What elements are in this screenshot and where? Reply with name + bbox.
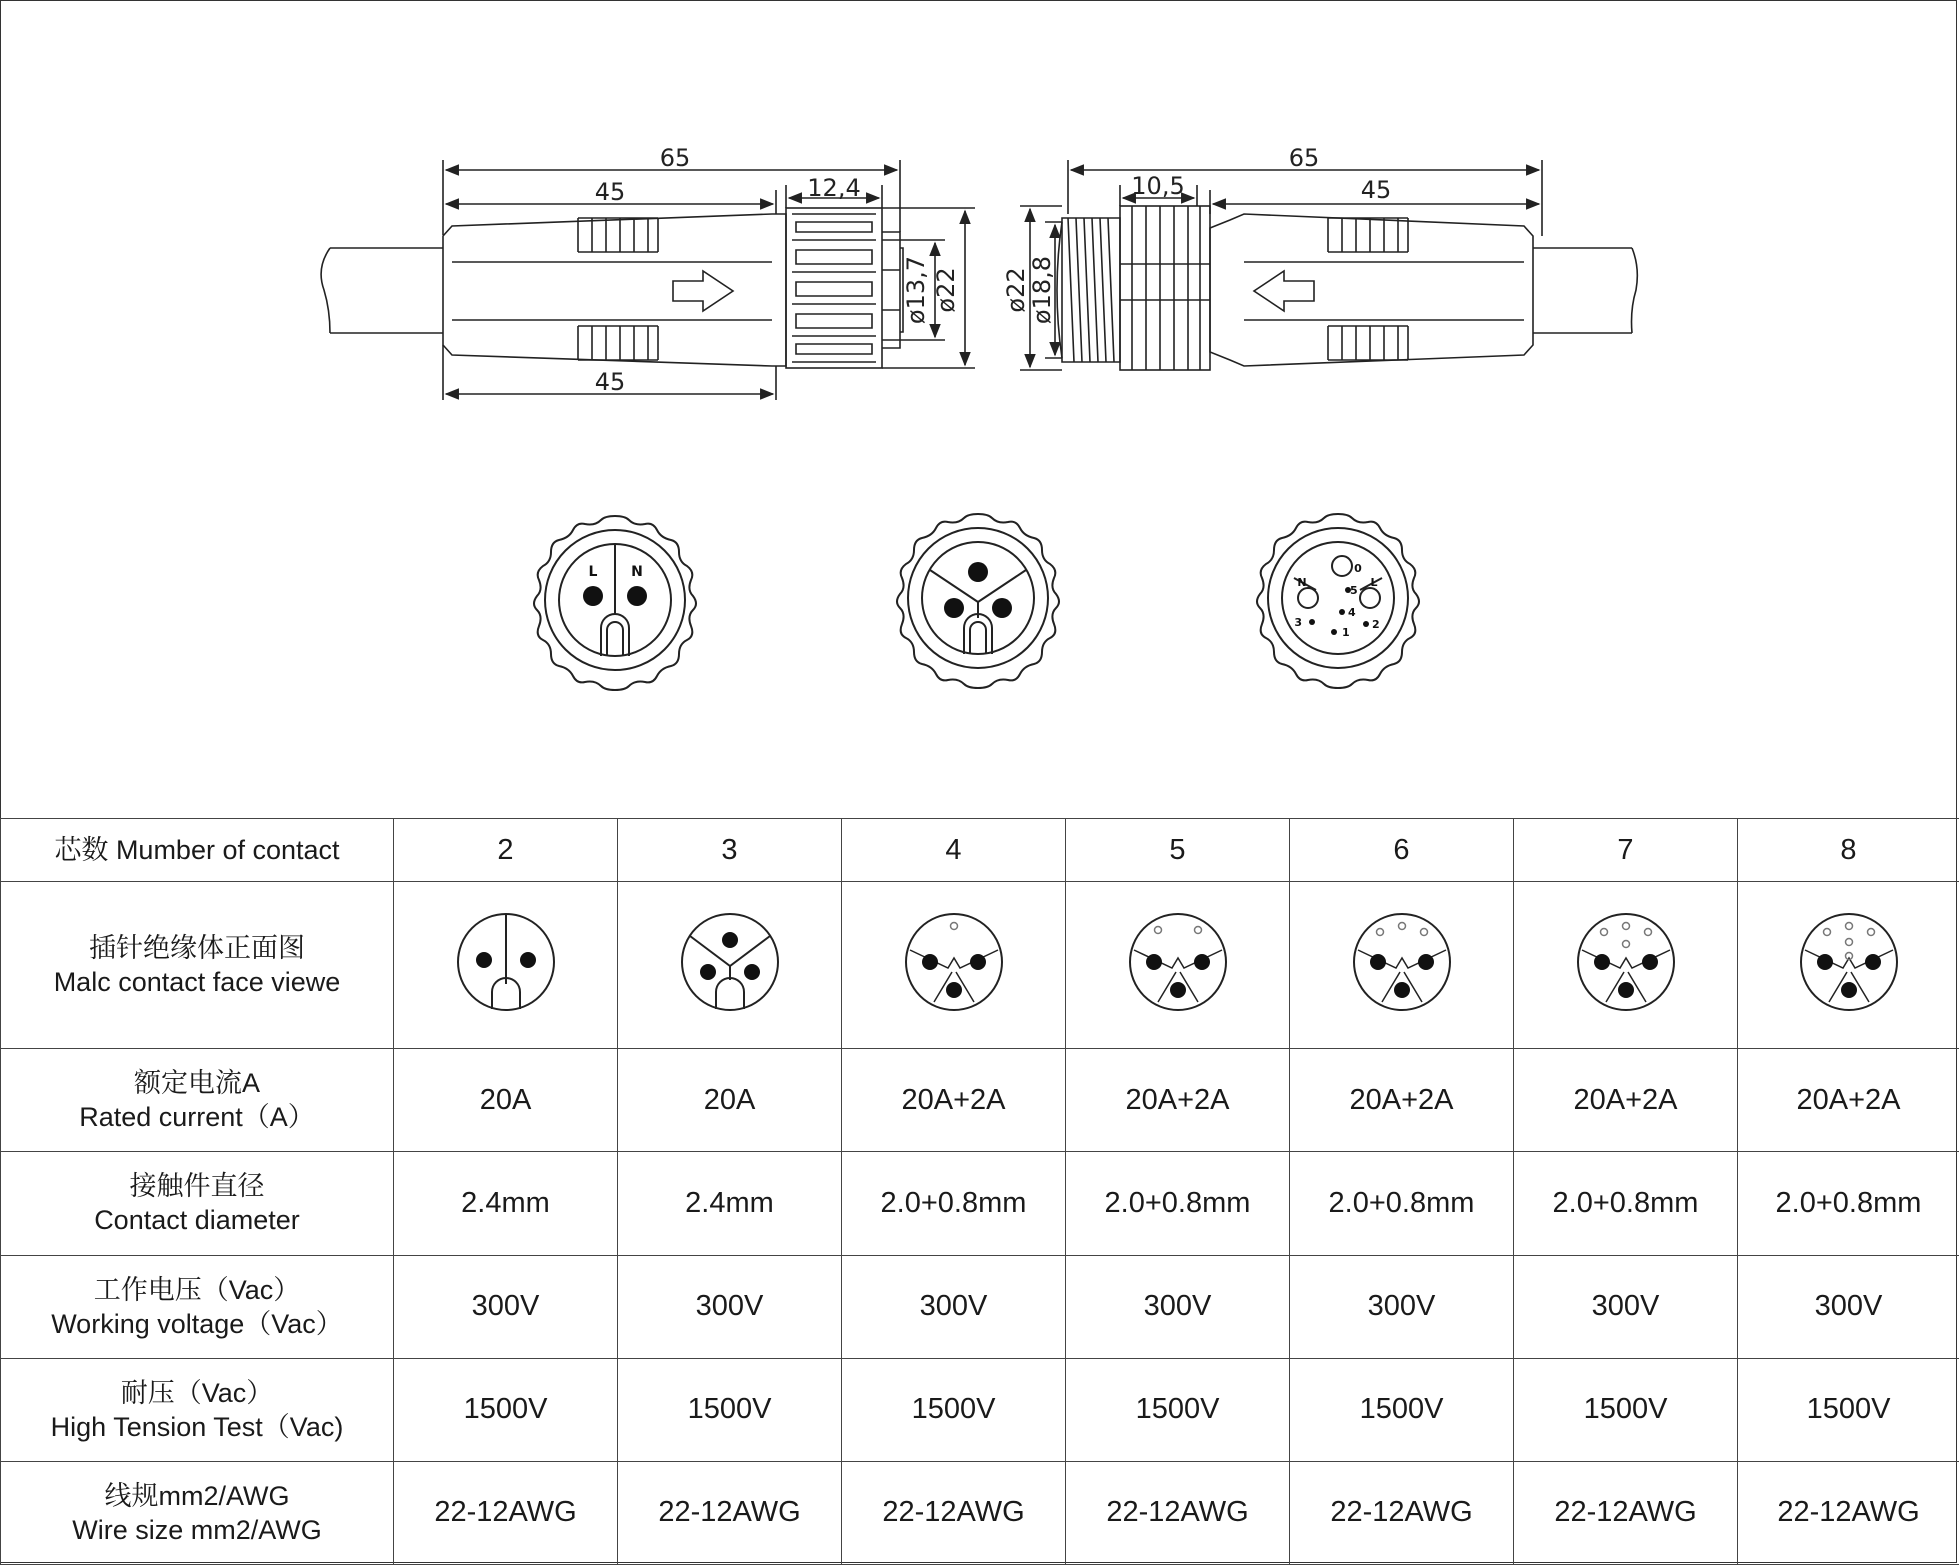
row-head-en: High Tension Test（Vac)	[50, 1411, 344, 1442]
cell: 300V	[1738, 1255, 1959, 1358]
face-cell	[618, 882, 842, 1049]
row-contact-diameter	[1, 1152, 1959, 1255]
right-socket-drawing	[1057, 206, 1637, 370]
multipin-label-4: 4	[1348, 606, 1356, 619]
row-head-en: Working voltage（Vac）	[51, 1308, 343, 1339]
face-view-3pin	[897, 514, 1059, 688]
cell: 20A+2A	[842, 1049, 1066, 1152]
row-high-tension-test	[1, 1358, 1959, 1461]
face-cell	[842, 882, 1066, 1049]
right-socket-dimensions	[1020, 160, 1542, 370]
pin-label-l: L	[588, 564, 598, 580]
cell: 300V	[394, 1255, 618, 1358]
face-view-multipin	[1257, 514, 1419, 688]
row-head-cn: 工作电压（Vac）	[93, 1274, 301, 1305]
cell: 2.0+0.8mm	[1066, 1152, 1290, 1255]
cell: 22-12AWG	[842, 1461, 1066, 1564]
cell: 3	[618, 819, 842, 882]
row-contact-count	[1, 819, 1959, 882]
face-view-2pin	[534, 516, 696, 690]
cell: 2.4mm	[394, 1152, 618, 1255]
cell: 2.0+0.8mm	[1738, 1152, 1959, 1255]
row-head-cn: 耐压（Vac）	[120, 1377, 274, 1408]
7-pin-face-icon	[1571, 907, 1681, 1017]
cell: 1500V	[618, 1358, 842, 1461]
multipin-label-2: 2	[1372, 618, 1380, 631]
cell: 2.0+0.8mm	[1290, 1152, 1514, 1255]
left-nut-length: 12,4	[807, 174, 861, 202]
4-pin-face-icon	[899, 907, 1009, 1017]
cell: 2.4mm	[618, 1152, 842, 1255]
cell: 2	[394, 819, 618, 882]
multipin-label-n: N	[1297, 576, 1307, 589]
6-pin-face-icon	[1347, 907, 1457, 1017]
left-plug-drawing	[321, 208, 903, 368]
row-head-cn: 插针绝缘体正面图	[89, 933, 305, 964]
face-cell	[1290, 882, 1514, 1049]
row-head-cn: 接触件直径	[129, 1171, 265, 1202]
cell: 20A+2A	[1290, 1049, 1514, 1152]
cell: 22-12AWG	[394, 1461, 618, 1564]
cell: 1500V	[1738, 1358, 1959, 1461]
row-head	[1, 1255, 394, 1358]
cell: 2.0+0.8mm	[842, 1152, 1066, 1255]
cell: 300V	[618, 1255, 842, 1358]
left-overall-length: 65	[659, 144, 691, 172]
multipin-label-1: 1	[1342, 626, 1350, 639]
row-face-view	[1, 882, 1959, 1049]
cell: 22-12AWG	[1066, 1461, 1290, 1564]
8-pin-face-icon	[1794, 907, 1904, 1017]
spec-table	[0, 818, 1959, 1565]
cell: 5	[1066, 819, 1290, 882]
row-head-en: Rated current（A）	[79, 1102, 315, 1133]
cell: 6	[1290, 819, 1514, 882]
cell: 22-12AWG	[1290, 1461, 1514, 1564]
right-thread-diameter: ø18,8	[1028, 255, 1056, 325]
row-head	[1, 882, 394, 1049]
row-rated-current	[1, 1049, 1959, 1152]
cell: 20A+2A	[1738, 1049, 1959, 1152]
cell: 1500V	[842, 1358, 1066, 1461]
row-working-voltage	[1, 1255, 1959, 1358]
right-body-length: 45	[1360, 176, 1392, 204]
left-body-length-top: 45	[594, 178, 626, 206]
left-body-length-bottom: 45	[594, 368, 626, 396]
right-overall-length: 65	[1288, 144, 1320, 172]
multipin-label-5: 5	[1350, 584, 1358, 597]
left-inner-diameter: ø13,7	[902, 255, 930, 325]
row-head-en: Malc contact face viewe	[53, 967, 341, 998]
3-pin-face-icon	[675, 907, 785, 1017]
row-head-cn: 线规mm2/AWG	[104, 1480, 290, 1511]
cell: 1500V	[1066, 1358, 1290, 1461]
face-cell	[1514, 882, 1738, 1049]
cell: 22-12AWG	[1514, 1461, 1738, 1564]
left-outer-diameter: ø22	[932, 267, 960, 313]
row-head	[1, 1049, 394, 1152]
cell: 22-12AWG	[618, 1461, 842, 1564]
row-head-label: 芯数 Mumber of contact	[54, 835, 340, 866]
5-pin-face-icon	[1123, 907, 1233, 1017]
cell: 2.0+0.8mm	[1514, 1152, 1738, 1255]
cell: 1500V	[1514, 1358, 1738, 1461]
cell: 20A	[394, 1049, 618, 1152]
cell: 20A	[618, 1049, 842, 1152]
cell: 22-12AWG	[1738, 1461, 1959, 1564]
row-wire-size	[1, 1461, 1959, 1564]
cell: 7	[1514, 819, 1738, 882]
cell: 20A+2A	[1514, 1049, 1738, 1152]
cell: 1500V	[1290, 1358, 1514, 1461]
row-head-en: Contact diameter	[94, 1205, 300, 1236]
cell: 20A+2A	[1066, 1049, 1290, 1152]
multipin-label-0: 0	[1354, 562, 1362, 575]
cell: 1500V	[394, 1358, 618, 1461]
2-pin-face-icon	[451, 907, 561, 1017]
multipin-label-l: L	[1370, 576, 1378, 589]
row-head	[1, 819, 394, 882]
row-head	[1, 1152, 394, 1255]
right-outer-diameter: ø22	[1002, 267, 1030, 313]
cell: 300V	[1066, 1255, 1290, 1358]
row-head-cn: 额定电流A	[133, 1068, 260, 1099]
cell: 300V	[842, 1255, 1066, 1358]
row-head	[1, 1358, 394, 1461]
pin-label-n: N	[631, 564, 643, 580]
row-head	[1, 1461, 394, 1564]
row-head-en: Wire size mm2/AWG	[72, 1514, 322, 1545]
multipin-label-3: 3	[1294, 616, 1302, 629]
face-cell	[1738, 882, 1959, 1049]
right-thread-length: 10,5	[1131, 172, 1185, 200]
cell: 4	[842, 819, 1066, 882]
cell: 8	[1738, 819, 1959, 882]
cell: 300V	[1290, 1255, 1514, 1358]
cell: 300V	[1514, 1255, 1738, 1358]
face-cell	[394, 882, 618, 1049]
face-cell	[1066, 882, 1290, 1049]
